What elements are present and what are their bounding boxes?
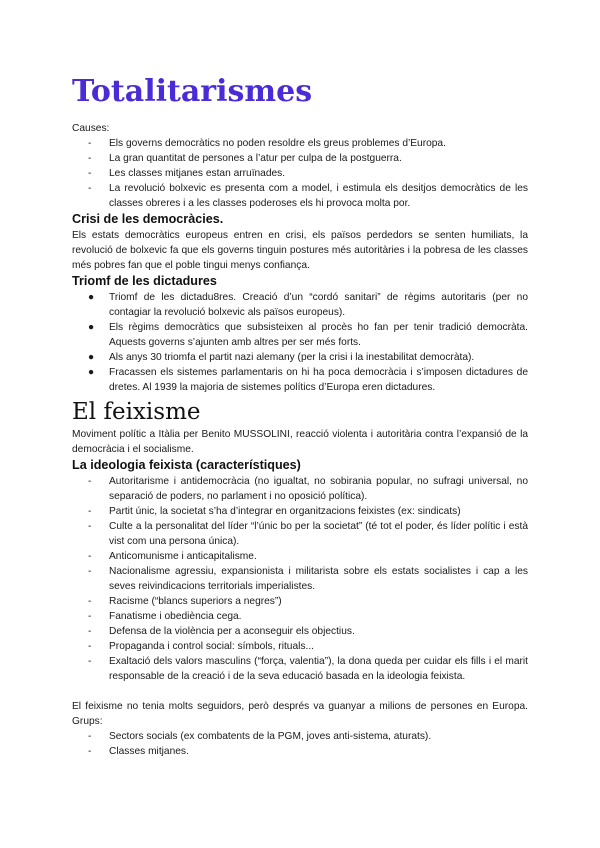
list-item: - Defensa de la violència per a aconseguir els objectius. [88,626,355,637]
list-item: - Les classes mitjanes estan arruïnades. [88,168,286,179]
ideologia-heading: La ideologia feixista (característiques) [72,458,301,472]
dash-marker: - [88,551,92,562]
bullet-marker: ● [88,322,95,333]
seguidors-paragraph: El feixisme no tenia molts seguidors, però després va guanyar a milions de persones en Europa. Grups: [72,701,528,727]
list-item: - La gran quantitat de persones a l’atur per culpa de la postguerra. [88,153,402,164]
crisi-heading: Crisi de les democràcies. [72,212,224,226]
list-item: ● Triomf de les dictadu8res. Creació d’un “cordó sanitari” de règims autoritaris (per no contagiar la revolució bolxevic als països europeus). [88,292,528,318]
dash-marker: - [88,183,92,194]
dash-marker: - [88,746,92,757]
triomf-heading: Triomf de les dictadures [72,274,217,288]
crisi-paragraph: Els estats democràtics europeus entren en crisi, els països perdedors se senten humiliats, la revolució de bolxevic fa que els governs tinguin postures més autoritàries i la pobresa de les classes més pobres fan que el poble tingui menys confiança. [72,230,528,271]
causes-label: Causes: [72,123,110,134]
dash-marker: - [88,566,92,577]
ideologia-list [72,474,528,684]
dash-marker: - [88,611,92,622]
list-item: ● Als anys 30 triomfa el partit nazi alemany (per la crisi i la inestabilitat democràta). [88,352,475,363]
dash-marker: - [88,138,92,149]
page-title: Totalitarismes [72,74,313,109]
spacer [72,684,528,699]
list-item: - Partit únic, la societat s’ha d’integrar en organitzacions feixistes (ex: sindicats) [88,506,461,517]
dash-marker: - [88,596,92,607]
list-item: - Sectors socials (ex combatents de la PGM, joves anti-sistema, aturats). [88,731,432,742]
list-item: - Exaltació dels valors masculins (“força, valentia”), la dona queda per cuidar els fills i el marit responsable de la creació i de la seva educació basada en la ideologia feixista. [88,656,528,682]
dash-marker: - [88,521,92,532]
dash-marker: - [88,731,92,742]
list-item: - Fanatisme i obediència cega. [88,611,242,622]
list-item: ● Fracassen els sistemes parlamentaris on hi ha poca democràcia i s’imposen dictadures de dretes. Al 1939 la majoria de sistemes polítics d’Europa eren dictadures. [88,367,528,393]
bullet-marker: ● [88,292,95,303]
list-item: - Autoritarisme i antidemocràcia (no igualtat, no sobirania popular, no sufragi universal, no separació de poders, no parlament i no oposició política). [88,476,528,502]
bullet-marker: ● [88,367,95,378]
dash-marker: - [88,153,92,164]
feixisme-heading: El feixisme [72,399,201,425]
dash-marker: - [88,506,92,517]
dash-marker: - [88,656,92,667]
list-item: - La revolució bolxevic es presenta com a model, i estimula els desitjos democràtics de les classes obreres i a les classes poderoses els hi provoca molta por. [88,183,528,209]
list-item: - Propaganda i control social: símbols, rituals... [88,641,314,652]
triomf-list [72,290,528,395]
causes-list [72,136,528,211]
dash-marker: - [88,168,92,179]
list-item: - Classes mitjanes. [88,746,189,757]
list-item: - Culte a la personalitat del líder “l’únic bo per la societat” (té tot el poder, és líder polític i està vist com una persona única). [88,521,528,547]
list-item: - Els governs democràtics no poden resoldre els greus problemes d’Europa. [88,138,446,149]
dash-marker: - [88,626,92,637]
list-item: - Nacionalisme agressiu, expansionista i militarista sobre els estats socialistes i cap a les seves reivindicacions territorials imperialistes. [88,566,528,592]
list-item: ● Els règims democràtics que subsisteixen al procès ho fan per tenir tradició democràta. Aquests governs s’ajunten amb altres per ser més forts. [88,322,528,348]
list-item: - Anticomunisme i anticapitalisme. [88,551,257,562]
bullet-marker: ● [88,352,95,363]
list-item: - Racisme (“blancs superiors a negres”) [88,596,282,607]
feixisme-intro: Moviment polític a Itàlia per Benito MUSSOLINI, reacció violenta i autoritària contra l’expansió de la democràcia i el socialisme. [72,429,528,455]
dash-marker: - [88,476,92,487]
dash-marker: - [88,641,92,652]
grups-list [72,729,528,759]
